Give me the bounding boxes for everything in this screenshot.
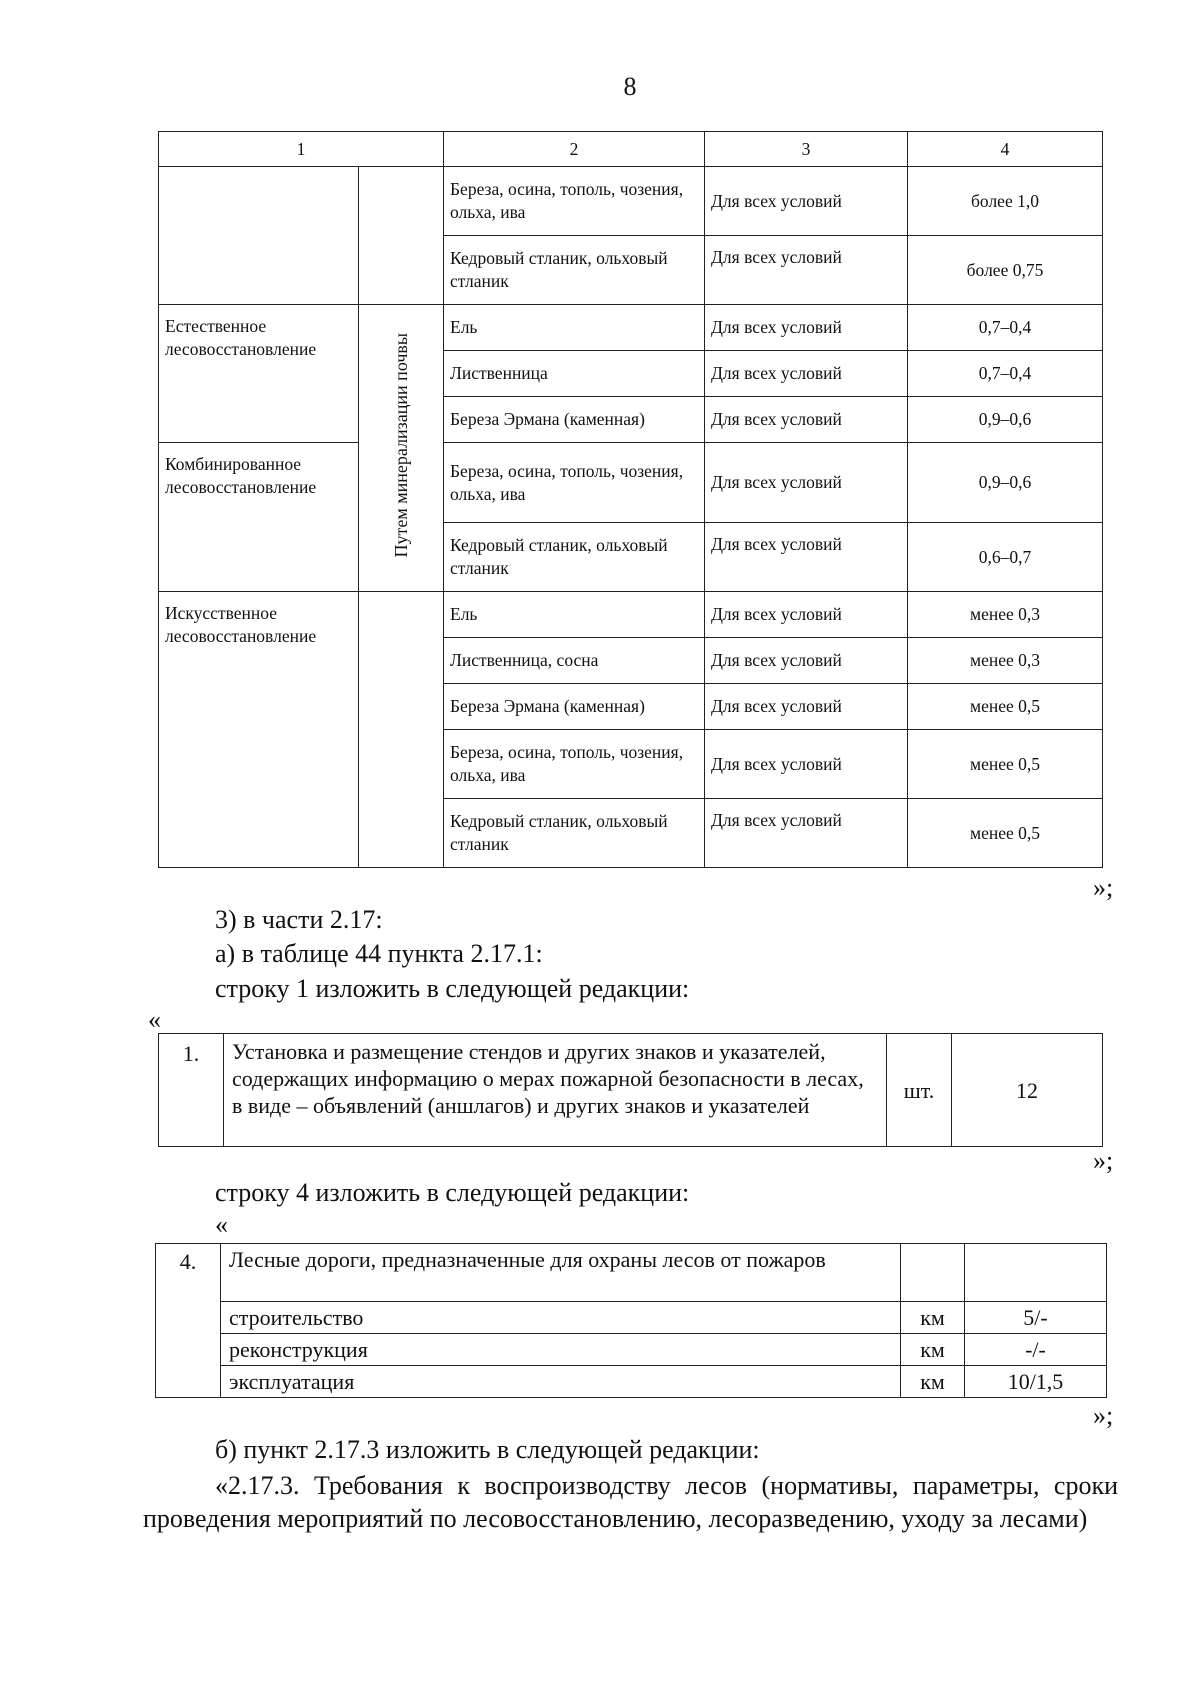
condition-cell: Для всех условий (705, 397, 908, 443)
row-unit: шт. (887, 1034, 952, 1147)
group-label-artificial: Искусственное лесовосстановление (159, 592, 359, 868)
table-row (156, 1302, 1107, 1334)
row-description: Установка и размещение стендов и других знаков и указателей, содержащих информацию о мерах пожарной безопасности в лесах, в виде – объявлений (аншлагов) и других знаков и указателей (224, 1034, 887, 1147)
section-paragraph: «2.17.3. Требования к воспроизводству лесов (нормативы, параметры, сроки проведения мероприятий по лесовосстановлению, лесоразведению, уходу за лесами) (143, 1471, 1118, 1533)
condition-cell: Для всех условий (705, 730, 908, 799)
sub-row-value: 5/- (965, 1302, 1107, 1334)
value-cell: менее 0,5 (908, 684, 1103, 730)
value-cell: 0,7–0,4 (908, 351, 1103, 397)
species-cell: Береза Эрмана (каменная) (444, 684, 705, 730)
table-row-4 (155, 1243, 1107, 1398)
opening-quote: « (215, 1210, 228, 1239)
species-cell: Ель (444, 592, 705, 638)
species-cell: Береза, осина, тополь, чозения, ольха, ива (444, 167, 705, 236)
value-cell: менее 0,3 (908, 638, 1103, 684)
table-row-1 (158, 1033, 1103, 1147)
condition-cell: Для всех условий (705, 351, 908, 397)
item-a: а) в таблице 44 пункта 2.17.1: (215, 939, 543, 968)
sub-row-label: реконструкция (221, 1334, 901, 1366)
value-cell: 0,9–0,6 (908, 443, 1103, 523)
species-cell: Кедровый стланик, ольховый стланик (444, 236, 705, 305)
vertical-label-text: Путем минерализации почвы (390, 332, 411, 558)
condition-cell: Для всех условий (705, 638, 908, 684)
species-cell: Ель (444, 305, 705, 351)
value-cell: более 1,0 (908, 167, 1103, 236)
value-cell: более 0,75 (908, 236, 1103, 305)
sub-row-value: -/- (965, 1334, 1107, 1366)
opening-quote: « (148, 1005, 161, 1034)
row-number: 4. (156, 1244, 221, 1398)
table-row (156, 1366, 1107, 1398)
page-number: 8 (623, 72, 637, 101)
method-cell-empty (359, 167, 444, 305)
row4-intro: строку 4 изложить в следующей редакции: (215, 1178, 690, 1207)
value-cell: менее 0,5 (908, 799, 1103, 868)
condition-cell: Для всех условий (705, 684, 908, 730)
method-cell-empty (359, 592, 444, 868)
table-row (156, 1334, 1107, 1366)
sub-row-label: строительство (221, 1302, 901, 1334)
condition-cell: Для всех условий (705, 799, 908, 868)
condition-cell: Для всех условий (705, 523, 908, 592)
species-cell: Лиственница, сосна (444, 638, 705, 684)
sub-row-unit: км (901, 1334, 965, 1366)
sub-row-label: эксплуатация (221, 1366, 901, 1398)
condition-cell: Для всех условий (705, 236, 908, 305)
species-cell: Кедровый стланик, ольховый стланик (444, 523, 705, 592)
forest-regeneration-table (158, 131, 1103, 868)
header-cell: 3 (705, 132, 908, 167)
header-cell: 4 (908, 132, 1103, 167)
header-cell: 2 (444, 132, 705, 167)
sub-row-unit: км (901, 1302, 965, 1334)
table-row (159, 305, 1103, 351)
method-label-vertical (359, 305, 444, 592)
condition-cell: Для всех условий (705, 167, 908, 236)
group-label-combined: Комбинированное лесовосстановление (159, 443, 359, 592)
sub-row-unit: км (901, 1366, 965, 1398)
species-cell: Береза, осина, тополь, чозения, ольха, ива (444, 443, 705, 523)
row1-intro: строку 1 изложить в следующей редакции: (215, 974, 690, 1003)
row-description: Лесные дороги, предназначенные для охраны лесов от пожаров (221, 1244, 901, 1302)
condition-cell: Для всех условий (705, 592, 908, 638)
species-cell: Лиственница (444, 351, 705, 397)
value-cell: 0,7–0,4 (908, 305, 1103, 351)
sub-row-value: 10/1,5 (965, 1366, 1107, 1398)
header-cell: 1 (159, 132, 444, 167)
group-label-natural: Естественное лесовосстановление (159, 305, 359, 443)
closing-quote: »; (1093, 1146, 1114, 1175)
value-cell: менее 0,5 (908, 730, 1103, 799)
value-cell: 0,9–0,6 (908, 397, 1103, 443)
table-row (159, 1034, 1103, 1147)
table-row (159, 167, 1103, 236)
closing-quote: »; (1093, 873, 1114, 902)
condition-cell: Для всех условий (705, 443, 908, 523)
table-header-row (159, 132, 1103, 167)
table-row (159, 592, 1103, 638)
row-value-empty (965, 1244, 1107, 1302)
group-cell-empty (159, 167, 359, 305)
row-unit-empty (901, 1244, 965, 1302)
part-heading: 3) в части 2.17: (215, 905, 383, 934)
item-b: б) пункт 2.17.3 изложить в следующей редакции: (215, 1435, 760, 1464)
row-value: 12 (952, 1034, 1103, 1147)
species-cell: Береза, осина, тополь, чозения, ольха, ива (444, 730, 705, 799)
species-cell: Береза Эрмана (каменная) (444, 397, 705, 443)
table-row (156, 1244, 1107, 1302)
value-cell: 0,6–0,7 (908, 523, 1103, 592)
condition-cell: Для всех условий (705, 305, 908, 351)
table-row (159, 443, 1103, 523)
closing-quote: »; (1093, 1401, 1114, 1430)
species-cell: Кедровый стланик, ольховый стланик (444, 799, 705, 868)
value-cell: менее 0,3 (908, 592, 1103, 638)
row-number: 1. (159, 1034, 224, 1147)
